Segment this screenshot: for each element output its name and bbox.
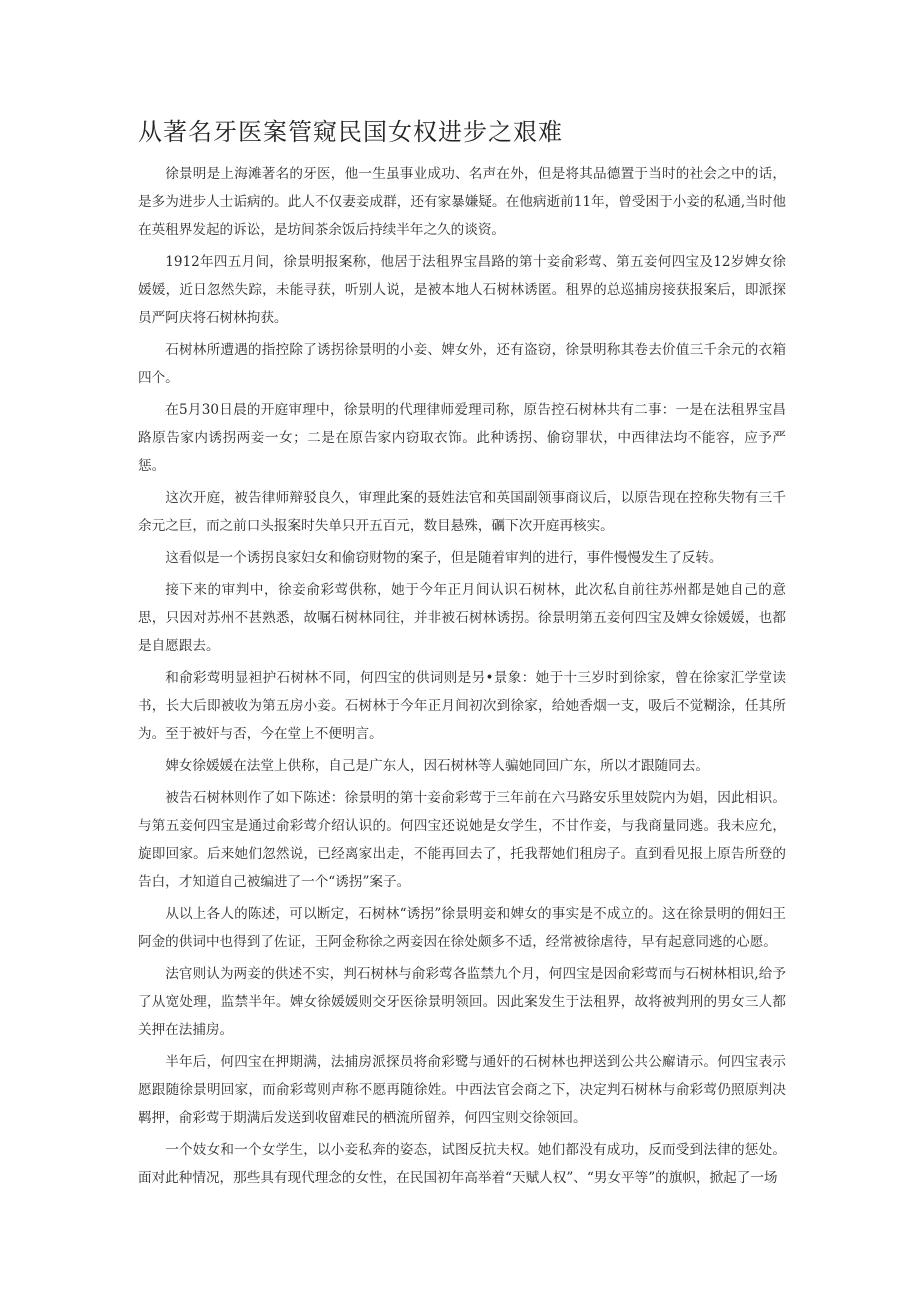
paragraph: 这次开庭，被告律师辩驳良久，审理此案的聂姓法官和英国副领事商议后，以原告现在控称失物有三千余元之巨，而之前口头报案时失单只开五百元，数目悬殊，礪下次开庭再核实。 [138,490,786,534]
paragraph: 婢女徐媛媛在法堂上供称，自己是广东人，因石树林等人骗她同回广东，所以才跟随同去。 [165,758,709,774]
paragraph: 法官则认为两妾的供述不实，判石树林与俞彩莺各监禁九个月，何四宝是因俞彩莺而与石树林相识,给予了从宽处理，监禁半年。婢女徐媛媛则交牙医徐景明领回。因此案发生于法租界，故将被判刑的男女三人都关押在法捕房。 [138,966,786,1038]
article-body [138,160,786,1192]
paragraph: 徐景明是上海滩著名的牙医，他一生虽事业成功、名声在外，但是将其品德置于当时的社会之中的话，是多为进步人士诟病的。此人不仅妻妾成群，还有家暴嫌疑。在他病逝前11年，曾受困于小妾的私通,当时他在英租界发起的诉讼，是坊间茶余饭后持续半年之久的谈资。 [138,166,786,238]
paragraph: 一个妓女和一个女学生，以小妾私奔的姿态，试图反抗夫权。她们都没有成功，反而受到法律的惩处。面对此种情况，那些具有现代理念的女性，在民国初年高举着“天赋人权”、“男女平等”的旗帜，掀起了一场 [138,1142,786,1186]
paragraph: 被告石树林则作了如下陈述：徐景明的第十妾俞彩莺于三年前在六马路安乐里妓院内为娼，因此相识。与第五妾何四宝是通过俞彩莺介绍认识的。何四宝还说她是女学生，不甘作妾，与我商量同逃。我未应允，旋即回家。后来她们忽然说，已经离家出走，不能再回去了，托我帮她们租房子。直到看见报上原告所登的告白，才知道自己被编进了一个“诱拐”案子。 [138,790,786,890]
paragraph: 半年后，何四宝在押期满，法捕房派探员将俞彩鹭与通奸的石树林也押送到公共公廨请示。何四宝表示愿跟随徐景明回家，而俞彩莺则声称不愿再随徐姓。中西法官会商之下，决定判石树林与俞彩莺仍照原判决羁押，俞彩莺于期满后发送到收留难民的栖流所留养，何四宝则交徐领回。 [138,1054,786,1126]
paragraph: 接下来的审判中，徐妾俞彩莺供称，她于今年正月间认识石树林，此次私自前往苏州都是她自己的意思，只因对苏州不甚熟悉，故嘱石树林同往，并非被石树林诱拐。徐景明第五妾何四宝及婢女徐媛媛，也都是自愿跟去。 [138,582,786,654]
paragraph: 从以上各人的陈述，可以断定，石树林“诱拐”徐景明妾和婢女的事实是不成立的。这在徐景明的佣妇王阿金的供词中也得到了佐证，王阿金称徐之两妾因在徐处颇多不适，经常被徐虐待，早有起意同逃的心愿。 [138,906,786,950]
paragraph: 在5月30日晨的开庭审理中，徐景明的代理律师爱理司称，原告控石树林共有二事：一是在法租界宝昌路原告家内诱拐两妾一女；二是在原告家内窃取衣饰。此种诱拐、偷窃罪状，中西律法均不能容，应予严惩。 [138,402,786,474]
article-title: 从著名牙医案管窥民国女权进步之艰难 [138,118,563,146]
article [138,116,786,1196]
paragraph: 和俞彩莺明显袒护石树林不同，何四宝的供词则是另•景象：她于十三岁时到徐家，曾在徐家汇学堂读书，长大后即被收为第五房小妾。石树林于今年正月间初次到徐家，给她香烟一支，吸后不觉糊涂，任其所为。至于被奸与否，今在堂上不便明言。 [138,670,786,742]
paragraph: 这看似是一个诱拐良家妇女和偷窃财物的案子，但是随着审判的进行，事件慢慢发生了反转。 [165,550,723,566]
paragraph: 石树林所遭遇的指控除了诱拐徐景明的小妾、婢女外，还有盗窃，徐景明称其卷去价值三千余元的衣箱四个。 [138,342,786,386]
paragraph: 1912年四五月间，徐景明报案称，他居于法租界宝昌路的第十妾俞彩莺、第五妾何四宝及12岁婢女徐媛媛，近日忽然失踪，未能寻获，听别人说，是被本地人石树林诱匿。租界的总巡捕房接获报案后，即派探员严阿庆将石树林拘获。 [138,254,786,326]
